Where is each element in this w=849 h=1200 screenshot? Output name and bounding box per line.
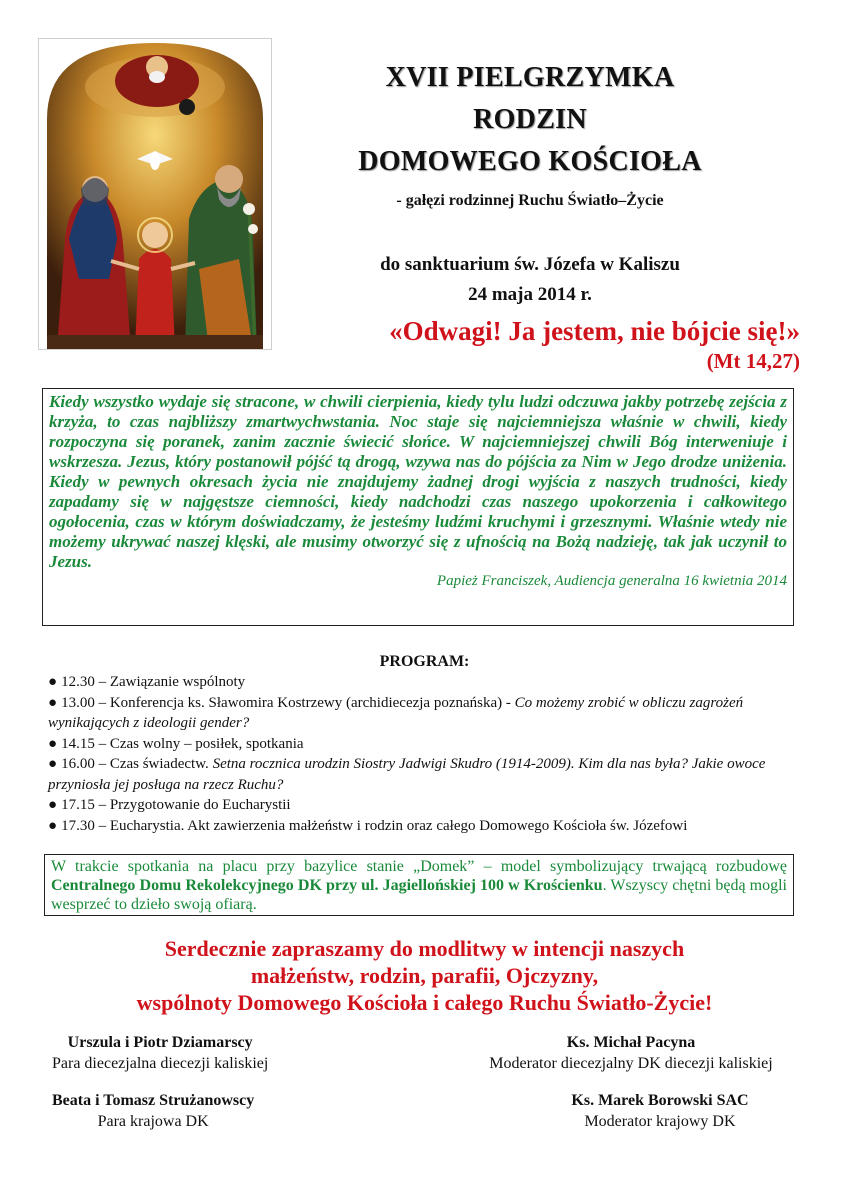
info-text-1: W trakcie spotkania na placu przy bazylice stanie „Domek” – model symbolizujący trwającą rozbudowę [51,858,787,875]
program-title: PROGRAM: [379,653,470,670]
title-line-2: RODZIN [473,104,587,135]
program-item-text: 13.00 – Konferencja ks. Sławomira Kostrzewy (archidiecezja poznańska) - [61,694,515,711]
motto-reference: (Mt 14,27) [706,349,800,373]
program-item-text: 17.15 – Przygotowanie do Eucharystii [61,797,291,813]
program-item [48,816,800,837]
bullet-icon: ● [48,817,58,834]
subtitle: - gałęzi rodzinnej Ruchu Światło–Życie [396,192,664,209]
quote-text: Kiedy wszystko wydaje się stracone, w chwili cierpienia, kiedy tylu ludzi odczuwa jakby potrzebę zejścia z krzyża, to czas najbliższy zmartwychwstania. Noc staje się najciemniejsza właśnie w chwili, kiedy rozpoczyna się poranek, zanim zacznie świecić słońce. W najciemniejszej chwili Bóg interweniuje i wskrzesza. Jezus, który postanowił pójść tą drogą, wzywa nas do pójścia za Nim w Jego drodze uniżenia. Kiedy w pewnych okresach życia nie znajdujemy żadnej drogi wyjścia z naszych trudności, kiedy zapadamy się w najgęstsze ciemności, kiedy nadchodzi czas naszego upokorzenia i całkowitego ogołocenia, czas w którym doświadczamy, że jesteśmy ludźmi kruchymi i grzesznymi. Właśnie wtedy nie możemy ukrywać naszej klęski, ale musimy otworzyć się z ufnością na Bożą nadzieję, tak jak uczynił to Jezus. [49,392,787,571]
invitation-line-1: Serdecznie zapraszamy do modlitwy w intencji naszych [164,936,685,961]
signature-role: Moderator diecezjalny DK diecezji kaliskiej [489,1055,773,1072]
program-item-text: 12.30 – Zawiązanie wspólnoty [61,674,246,690]
program-item-text: 16.00 – Czas świadectw. [61,756,213,772]
bullet-icon: ● [48,797,58,813]
signature-name: Ks. Marek Borowski SAC [571,1092,749,1109]
program-item [48,795,800,816]
bullet-icon: ● [48,674,58,690]
signature-national-couple [52,1090,254,1132]
bullet-icon: ● [48,735,58,752]
signature-national-moderator [540,1090,780,1132]
bullet-icon: ● [48,694,58,711]
invitation-line-2: małżeństw, rodzin, parafii, Ojczyzny, [250,963,599,988]
invitation [0,935,849,1016]
program-item [48,754,800,795]
quote-box [42,388,794,626]
signature-name: Ks. Michał Pacyna [566,1034,696,1051]
title-line-3: DOMOWEGO KOŚCIOŁA [358,146,702,177]
info-text-bold: Centralnego Domu Rekolekcyjnego DK przy ul. Jagiellońskiej 100 w Krościenku [51,877,603,894]
motto: «Odwagi! Ja jestem, nie bójcie się!» [389,316,800,346]
program-item [48,734,800,755]
signature-role: Para krajowa DK [97,1113,209,1130]
signature-diocesan-moderator [466,1032,796,1074]
bullet-icon: ● [48,756,58,772]
program-item-desc: Setna rocznica urodzin Siostry Jadwigi Skudro (1914-2009). Kim dla nas była? Jakie owoce przyniosła jej posługa na rzecz Ruchu? [48,756,766,793]
program-item [48,693,800,734]
signature-name: Urszula i Piotr Dziamarscy [67,1034,253,1051]
program-item-text: 17.30 – Eucharystia. Akt zawierzenia małżeństw i rodzin oraz całego Domowego Kościoła św. Józefowi [61,817,688,834]
event-date: 24 maja 2014 r. [468,284,592,305]
program-item-text: 14.15 – Czas wolny – posiłek, spotkania [61,735,304,752]
title-line-1: XVII PIELGRZYMKA [385,62,675,93]
info-box [44,854,794,916]
quote-source: Papież Franciszek, Audiencja generalna 16 kwietnia 2014 [436,573,787,589]
signature-diocesan-couple [52,1032,268,1074]
invitation-line-3: wspólnoty Domowego Kościoła i całego Ruchu Światło-Życie! [136,990,713,1015]
holy-family-painting [38,38,272,350]
program-list [48,672,800,836]
signature-name: Beata i Tomasz Strużanowscy [52,1092,255,1109]
program-item-desc: Co możemy zrobić w obliczu zagrożeń wynikających z ideologii gender? [48,694,744,731]
venue: do sanktuarium św. Józefa w Kaliszu [380,254,680,275]
signature-role: Para diecezjalna diecezji kaliskiej [52,1055,269,1072]
info-text-2: . Wszyscy chętni będą mogli wesprzeć to dzieło swoją ofiarą. [51,877,787,913]
signature-role: Moderator krajowy DK [584,1113,736,1130]
program-item [48,672,800,693]
